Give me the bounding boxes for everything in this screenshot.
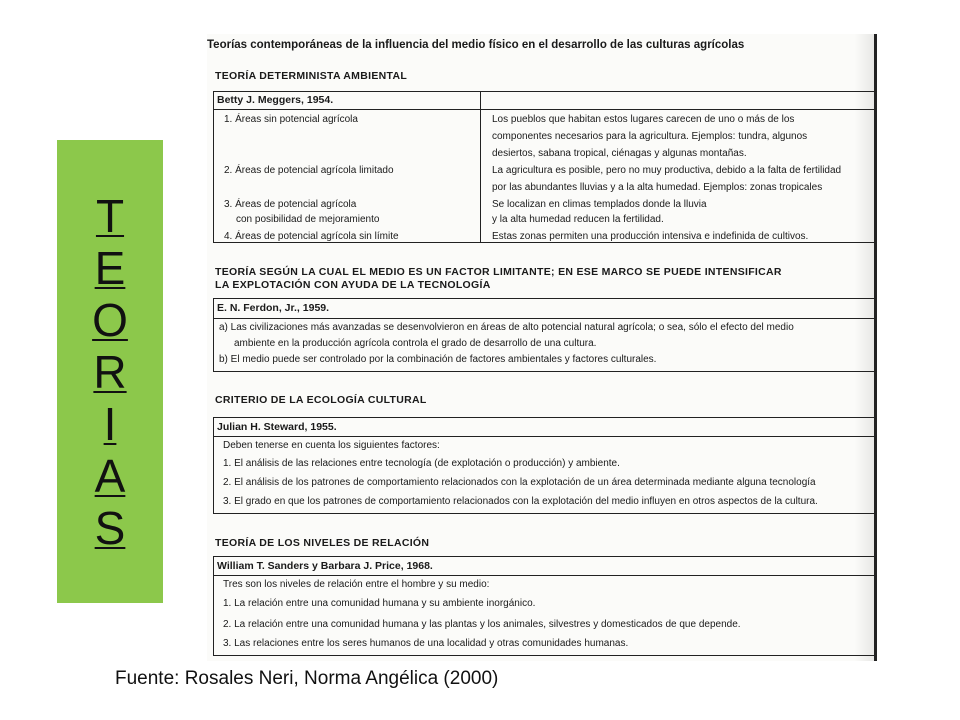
section4-author: William T. Sanders y Barbara J. Price, 1968.: [217, 560, 433, 572]
section1-author: Betty J. Meggers, 1954.: [217, 94, 334, 106]
paragraph-line: Tres son los niveles de relación entre el hombre y su medio:: [223, 579, 490, 590]
paragraph-line: ambiente en la producción agrícola controla el grado de desarrollo de una cultura.: [234, 338, 597, 349]
section2-heading: TEORÍA SEGÚN LA CUAL EL MEDIO ES UN FACTOR LIMITANTE; EN ESE MARCO SE PUEDE INTENSIFICAR: [215, 266, 782, 278]
paragraph-line: a) Las civilizaciones más avanzadas se desenvolvieron en áreas de alto potencial natural agrícola; o sea, sólo el efecto del medio: [219, 322, 794, 333]
paragraph-line: 2. La relación entre una comunidad humana y las plantas y los animales, silvestres y domesticados de que depende.: [223, 619, 741, 630]
title-letter: E: [94, 241, 126, 294]
paragraph-line: 3. El grado en que los patrones de comportamiento relacionados con la explotación del medio influyen en otros aspectos de la cultura.: [223, 496, 818, 507]
paragraph-line: 3. Las relaciones entre los seres humanos de una localidad y otras comunidades humanas.: [223, 638, 629, 649]
row-right: Los pueblos que habitan estos lugares carecen de uno o más de los: [492, 114, 795, 125]
title-letter: T: [95, 189, 125, 242]
section3-author: Julian H. Steward, 1955.: [217, 421, 337, 433]
paragraph-line: 1. La relación entre una comunidad humana y su ambiente inorgánico.: [223, 598, 536, 609]
section3-heading: CRITERIO DE LA ECOLOGÍA CULTURAL: [215, 394, 427, 406]
section3-box: [213, 417, 874, 514]
row-right: y la alta humedad reducen la fertilidad.: [492, 214, 664, 225]
row-left: 2. Áreas de potencial agrícola limitado: [224, 165, 394, 176]
section2-author: E. N. Ferdon, Jr., 1959.: [217, 302, 330, 314]
paragraph-line: Deben tenerse en cuenta los siguientes factores:: [223, 440, 440, 451]
row-left: 3. Áreas de potencial agrícola: [224, 199, 357, 210]
title-letter: I: [103, 397, 117, 450]
row-right: por las abundantes lluvias y a la alta humedad. Ejemplos: zonas tropicales: [492, 182, 823, 193]
title-letter: O: [92, 293, 128, 346]
title-letter: R: [93, 345, 127, 398]
row-right: Estas zonas permiten una producción intensiva e indefinida de cultivos.: [492, 231, 809, 242]
row-left: 4. Áreas de potencial agrícola sin límite: [224, 231, 399, 242]
section1-heading: TEORÍA DETERMINISTA AMBIENTAL: [215, 70, 408, 82]
row-right: desiertos, sabana tropical, ciénagas y algunas montañas.: [492, 148, 747, 159]
row-left: con posibilidad de mejoramiento: [236, 214, 380, 225]
row-left: 1. Áreas sin potencial agrícola: [224, 114, 358, 125]
section4-heading: TEORÍA DE LOS NIVELES DE RELACIÓN: [215, 537, 430, 549]
section1-table: [213, 91, 874, 243]
row-right: Se localizan en climas templados donde la lluvia: [492, 199, 707, 210]
paragraph-line: b) El medio puede ser controlado por la combinación de factores ambientales y factores culturales.: [219, 354, 657, 365]
row-right: La agricultura es posible, pero no muy productiva, debido a la falta de fertilidad: [492, 165, 842, 176]
paragraph-line: 1. El análisis de las relaciones entre tecnología (de explotación o producción) y ambiente.: [223, 458, 620, 469]
title-letter: A: [94, 449, 126, 502]
row-right: componentes necesarios para la agricultura. Ejemplos: tundra, algunos: [492, 131, 808, 142]
scanned-document: [207, 34, 877, 661]
source-caption: Fuente: Rosales Neri, Norma Angélica (2000): [115, 668, 499, 689]
document-title: Teorías contemporáneas de la influencia del medio físico en el desarrollo de las culturas agrícolas: [207, 39, 745, 51]
section2-box: [213, 298, 874, 372]
section2-heading: LA EXPLOTACIÓN CON AYUDA DE LA TECNOLOGÍA: [215, 279, 491, 291]
section4-box: [213, 556, 874, 656]
title-letter: S: [94, 501, 126, 554]
paragraph-line: 2. El análisis de los patrones de comportamiento relacionados con la explotación de un área determinada mediante alguna tecnología: [223, 477, 816, 488]
vertical-title-banner: [57, 140, 163, 603]
